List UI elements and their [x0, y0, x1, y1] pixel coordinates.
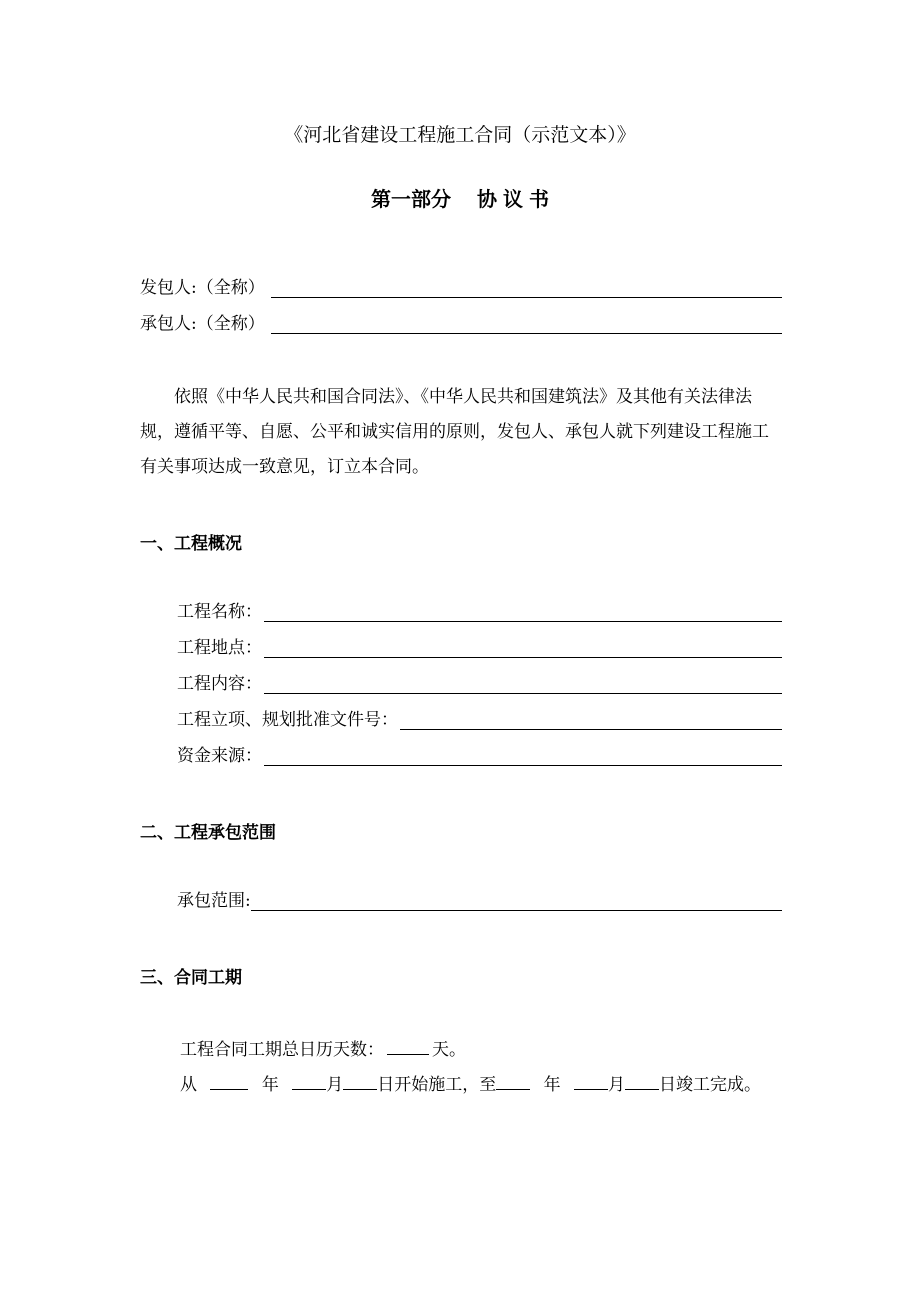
end-month-label: 月: [608, 1075, 626, 1095]
part-title: [0, 183, 920, 212]
start-day-label: 日开始施工，至: [377, 1075, 497, 1095]
funding-source-label: 资金来源：: [177, 746, 262, 766]
project-content-label: 工程内容：: [177, 674, 262, 694]
end-day-label: 日竣工完成。: [659, 1075, 762, 1095]
start-year-label: 年: [261, 1075, 279, 1095]
end-year-blank[interactable]: [496, 1072, 530, 1090]
end-year-label: 年: [543, 1075, 561, 1095]
total-days-line: [180, 1035, 466, 1060]
employer-label: 发包人:（全称）: [140, 278, 265, 298]
scope-label: 承包范围:: [177, 891, 251, 911]
scope-blank[interactable]: [251, 890, 782, 911]
employer-blank[interactable]: [271, 277, 782, 298]
start-day-blank[interactable]: [343, 1072, 377, 1090]
part-char-1: 协: [477, 187, 497, 211]
part-char-3: 书: [529, 187, 549, 211]
start-month-label: 月: [326, 1075, 344, 1095]
project-location-row: [177, 634, 782, 658]
contractor-row: [140, 310, 782, 334]
section3-heading: 三、合同工期: [140, 968, 242, 988]
project-approval-row: [177, 706, 782, 730]
project-approval-blank[interactable]: [400, 709, 782, 730]
contractor-label: 承包人:（全称）: [140, 314, 265, 334]
preamble-text: 依照《中华人民共和国合同法》、《中华人民共和国建筑法》及其他有关法律法规，遵循平等、自愿、公平和诚实信用的原则，发包人、承包人就下列建设工程施工有关事项达成一致意见，订立本合同。: [140, 387, 769, 477]
start-month-blank[interactable]: [292, 1072, 326, 1090]
total-days-blank[interactable]: [387, 1037, 429, 1055]
contractor-blank[interactable]: [271, 313, 782, 334]
project-content-blank[interactable]: [264, 673, 782, 694]
project-name-label: 工程名称：: [177, 602, 262, 622]
part-char-2: 议: [503, 187, 523, 211]
project-name-blank[interactable]: [264, 601, 782, 622]
preamble-paragraph: [140, 380, 782, 485]
total-days-suffix: 天。: [432, 1040, 466, 1060]
end-month-blank[interactable]: [574, 1072, 608, 1090]
section2-heading: 二、工程承包范围: [140, 823, 276, 843]
funding-source-blank[interactable]: [264, 745, 782, 766]
part-label: 第一部分: [371, 187, 451, 211]
document-title: 《河北省建设工程施工合同（示范文本）》: [284, 124, 636, 146]
project-content-row: [177, 670, 782, 694]
start-year-blank[interactable]: [210, 1072, 248, 1090]
total-days-prefix: 工程合同工期总日历天数：: [180, 1040, 384, 1060]
section1-heading: 一、工程概况: [140, 534, 242, 554]
funding-source-row: [177, 742, 782, 766]
scope-row: [177, 887, 782, 911]
project-approval-label: 工程立项、规划批准文件号：: [177, 710, 398, 730]
period-line: [180, 1070, 761, 1095]
end-day-blank[interactable]: [625, 1072, 659, 1090]
from-label: 从: [180, 1075, 197, 1095]
employer-row: [140, 274, 782, 298]
project-location-blank[interactable]: [264, 637, 782, 658]
project-location-label: 工程地点：: [177, 638, 262, 658]
project-name-row: [177, 598, 782, 622]
